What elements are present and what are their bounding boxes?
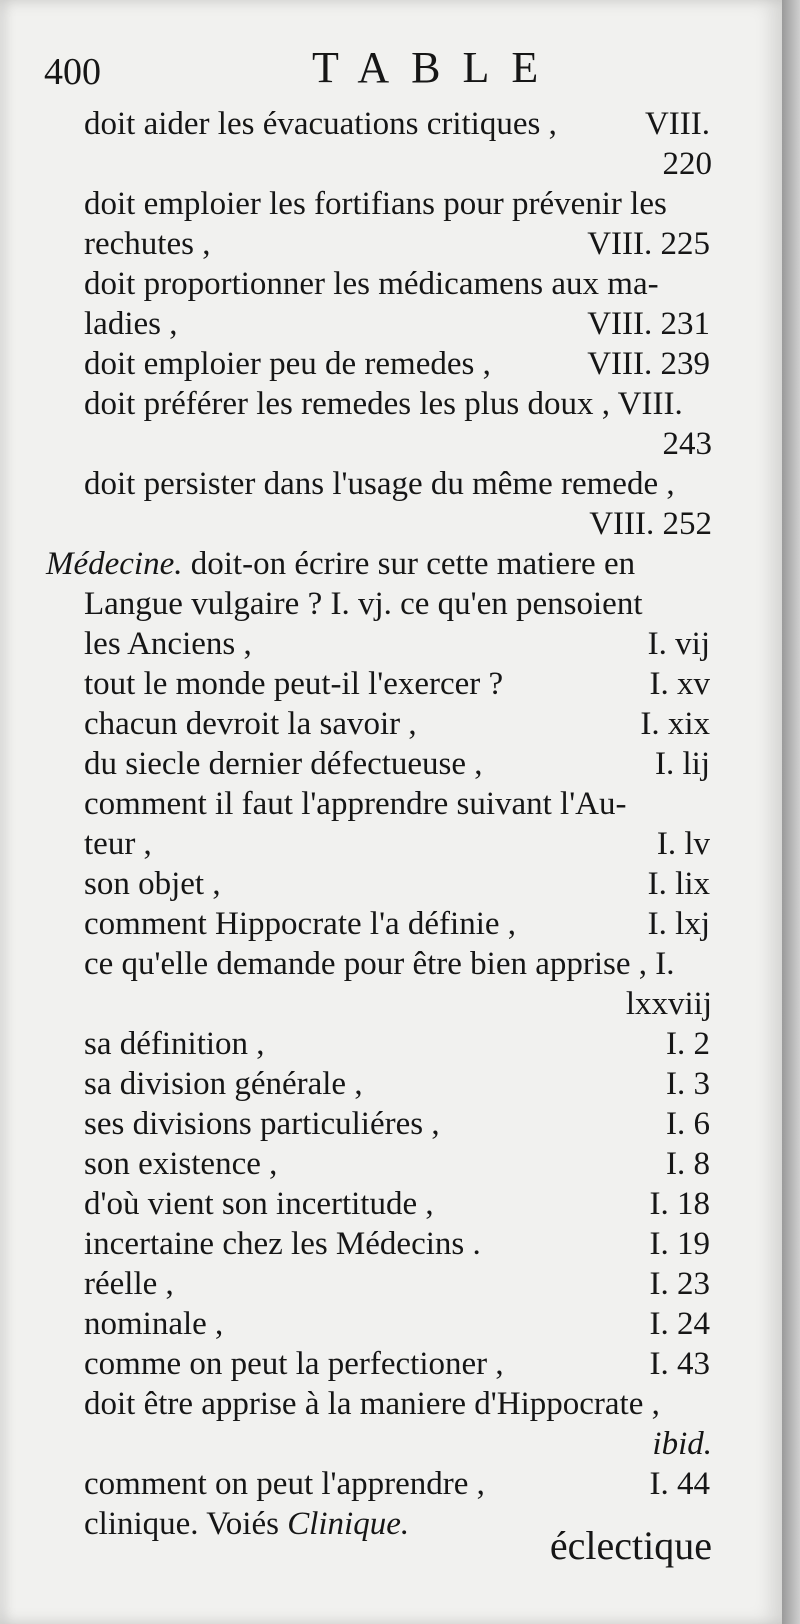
index-entry bbox=[0, 744, 782, 784]
index-entry bbox=[0, 1464, 782, 1504]
entry-text bbox=[84, 1144, 277, 1184]
entry-body: comment il faut l'apprendre suivant l'Au- bbox=[84, 786, 627, 822]
page-reference: 243 bbox=[662, 426, 712, 462]
page-reference: I. xv bbox=[649, 666, 710, 702]
index-entry bbox=[0, 1104, 782, 1144]
index-entry bbox=[0, 584, 782, 624]
entry-text bbox=[84, 624, 252, 664]
page-reference: VIII. 231 bbox=[587, 306, 710, 342]
entry-body: son existence , bbox=[84, 1146, 278, 1182]
page-header bbox=[44, 42, 744, 102]
entry-text bbox=[84, 464, 675, 504]
index-entry bbox=[0, 984, 782, 1024]
entry-text bbox=[84, 1024, 265, 1064]
entry-text bbox=[84, 104, 557, 144]
entry-body: incertaine chez les Médecins . bbox=[84, 1226, 481, 1262]
entry-text bbox=[84, 1264, 174, 1304]
entry-text bbox=[84, 224, 210, 264]
entry-body: doit être apprise à la maniere d'Hippocrate , bbox=[84, 1386, 660, 1422]
entry-body: comment on peut l'apprendre , bbox=[84, 1466, 485, 1502]
index-entry bbox=[0, 104, 782, 144]
page-number: 400 bbox=[44, 51, 101, 93]
entry-body: ce qu'elle demande pour être bien apprise , I. bbox=[84, 946, 675, 982]
entry-text bbox=[84, 384, 683, 424]
entry-text bbox=[84, 864, 221, 904]
index-entry bbox=[0, 184, 782, 224]
index-entry bbox=[0, 664, 782, 704]
page-reference: ibid. bbox=[652, 1426, 712, 1462]
entry-text bbox=[84, 904, 516, 944]
index-entry bbox=[0, 464, 782, 504]
index-entry bbox=[0, 544, 782, 584]
page-reference: VIII. 225 bbox=[587, 226, 710, 262]
entry-body: nominale , bbox=[84, 1306, 224, 1342]
entry-body: doit aider les évacuations critiques , bbox=[84, 106, 557, 142]
entry-text bbox=[84, 664, 503, 704]
page-reference: I. 44 bbox=[649, 1466, 710, 1502]
page-reference: I. 3 bbox=[666, 1066, 710, 1102]
index-entries bbox=[0, 104, 782, 1544]
entry-body: comme on peut la perfectioner , bbox=[84, 1346, 504, 1382]
entry-body: ses divisions particuliéres , bbox=[84, 1106, 440, 1142]
index-entry bbox=[0, 144, 782, 184]
entry-body: tout le monde peut-il l'exercer ? bbox=[84, 666, 504, 702]
index-entry bbox=[0, 784, 782, 824]
entry-text bbox=[84, 704, 417, 744]
page-reference: I. 23 bbox=[649, 1266, 710, 1302]
entry-body: réelle , bbox=[84, 1266, 174, 1302]
entry-body: du siecle dernier défectueuse , bbox=[84, 746, 483, 782]
page-reference: I. 6 bbox=[666, 1106, 710, 1142]
index-entry bbox=[0, 224, 782, 264]
index-entry bbox=[0, 1224, 782, 1264]
index-entry bbox=[0, 944, 782, 984]
entry-text bbox=[84, 824, 152, 864]
page-reference: lxxviij bbox=[625, 986, 712, 1022]
entry-text bbox=[84, 584, 643, 624]
entry-body: comment Hippocrate l'a définie , bbox=[84, 906, 517, 942]
page-reference: VIII. 239 bbox=[587, 346, 710, 382]
index-entry bbox=[0, 1304, 782, 1344]
index-entry bbox=[0, 424, 782, 464]
entry-body: rechutes , bbox=[84, 226, 211, 262]
entry-body: clinique. Voiés bbox=[84, 1506, 288, 1542]
index-entry bbox=[0, 904, 782, 944]
index-entry bbox=[0, 1424, 782, 1464]
index-entry bbox=[0, 1144, 782, 1184]
entry-text bbox=[84, 744, 483, 784]
index-entry bbox=[0, 1384, 782, 1424]
entry-body: Langue vulgaire ? I. vj. ce qu'en pensoient bbox=[84, 586, 643, 622]
page-reference: I. 8 bbox=[666, 1146, 710, 1182]
running-title: TABLE bbox=[312, 43, 561, 92]
entry-body: chacun devroit la savoir , bbox=[84, 706, 417, 742]
index-entry bbox=[0, 1184, 782, 1224]
page-reference: I. vij bbox=[647, 626, 710, 662]
index-entry bbox=[0, 504, 782, 544]
catchword: éclectique bbox=[549, 1523, 712, 1568]
index-entry bbox=[0, 864, 782, 904]
entry-body: sa définition , bbox=[84, 1026, 265, 1062]
index-entry bbox=[0, 264, 782, 304]
entry-body: doit emploier peu de remedes , bbox=[84, 346, 491, 382]
entry-body: ladies , bbox=[84, 306, 178, 342]
index-entry bbox=[0, 344, 782, 384]
page-reference: 220 bbox=[662, 146, 712, 182]
page-reference: I. 18 bbox=[649, 1186, 710, 1222]
entry-text bbox=[84, 1064, 363, 1104]
page-reference: I. 43 bbox=[649, 1346, 710, 1382]
entry-text bbox=[84, 1224, 481, 1264]
entry-text bbox=[84, 1104, 440, 1144]
page-reference: I. 24 bbox=[649, 1306, 710, 1342]
entry-text bbox=[84, 344, 491, 384]
entry-body: teur , bbox=[84, 826, 152, 862]
page-reference: VIII. 252 bbox=[589, 506, 712, 542]
entry-text bbox=[84, 184, 667, 224]
entry-text bbox=[84, 1504, 409, 1544]
entry-body: doit proportionner les médicamens aux ma- bbox=[84, 266, 659, 302]
index-entry bbox=[0, 624, 782, 664]
page-edge-shadow bbox=[782, 0, 800, 1624]
index-entry bbox=[0, 1024, 782, 1064]
page-reference: I. lix bbox=[647, 866, 710, 902]
entry-heading: Médecine. bbox=[46, 546, 183, 582]
entry-text bbox=[84, 1304, 223, 1344]
entry-text bbox=[84, 944, 675, 984]
index-entry bbox=[0, 704, 782, 744]
entry-body: doit préférer les remedes les plus doux , VIII. bbox=[84, 386, 683, 422]
entry-body: d'où vient son incertitude , bbox=[84, 1186, 434, 1222]
index-entry bbox=[0, 1264, 782, 1304]
index-entry bbox=[0, 1344, 782, 1384]
page-reference: I. lij bbox=[655, 746, 710, 782]
entry-text bbox=[84, 784, 627, 824]
entry-text bbox=[84, 304, 177, 344]
entry-text bbox=[84, 264, 659, 304]
cross-reference: Clinique. bbox=[287, 1506, 410, 1542]
index-entry bbox=[0, 384, 782, 424]
page-reference: I. lxj bbox=[647, 906, 710, 942]
entry-text bbox=[84, 1384, 660, 1424]
page-reference: I. xix bbox=[640, 706, 710, 742]
index-entry bbox=[0, 824, 782, 864]
page-reference: I. lv bbox=[656, 826, 710, 862]
page-reference: I. 2 bbox=[666, 1026, 710, 1062]
entry-body: les Anciens , bbox=[84, 626, 252, 662]
entry-text bbox=[46, 544, 635, 584]
entry-text bbox=[84, 1464, 485, 1504]
index-entry bbox=[0, 1064, 782, 1104]
entry-text bbox=[84, 1344, 504, 1384]
page-reference: I. 19 bbox=[649, 1226, 710, 1262]
entry-body: sa division générale , bbox=[84, 1066, 363, 1102]
entry-text bbox=[84, 1184, 434, 1224]
entry-body: doit persister dans l'usage du même remede , bbox=[84, 466, 675, 502]
entry-body: son objet , bbox=[84, 866, 221, 902]
entry-body: doit-on écrire sur cette matiere en bbox=[190, 546, 636, 582]
entry-body: doit emploier les fortifians pour prévenir les bbox=[84, 186, 667, 222]
page-reference: VIII. bbox=[644, 106, 710, 142]
index-entry bbox=[0, 304, 782, 344]
